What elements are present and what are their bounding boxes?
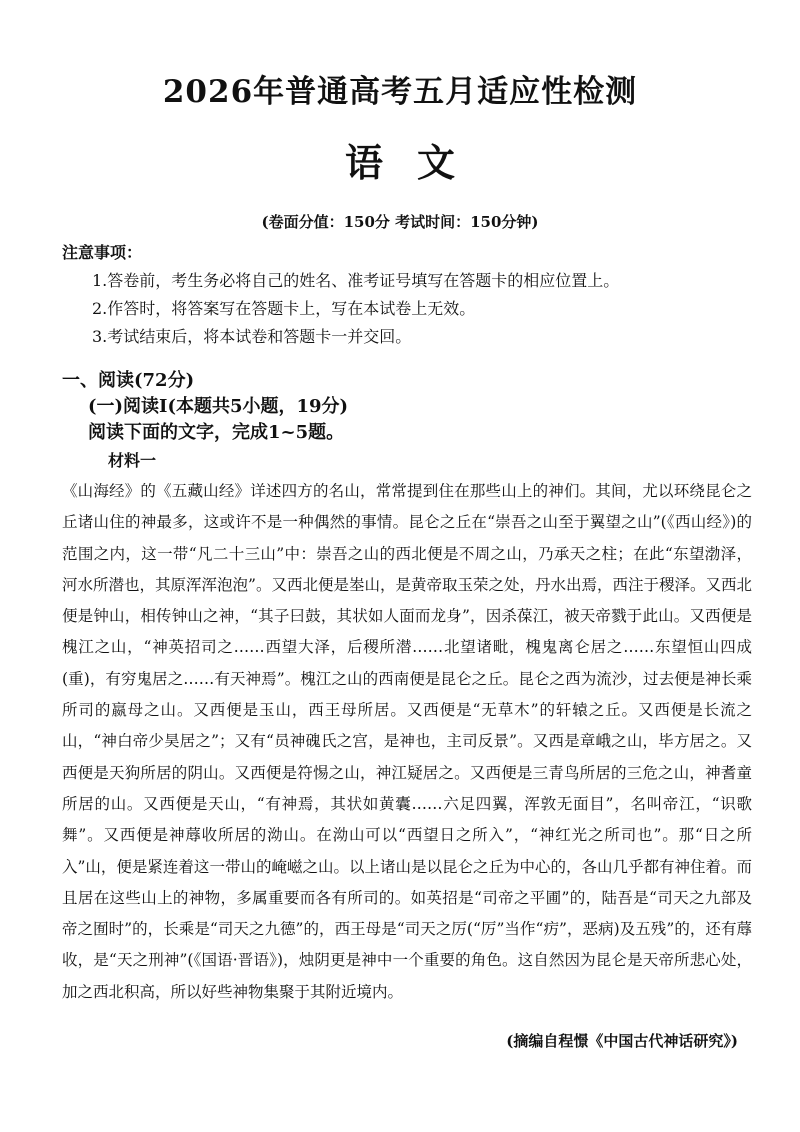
notice-item: 2.作答时，将答案写在答题卡上，写在本试卷上无效。 [92,299,476,318]
exam-title: 2026年普通高考五月适应性检测 [162,74,638,110]
passage-text: 《山海经》的《五藏山经》详述四方的名山，常常提到住在那些山上的神们。其间，尤以环绕昆仑之丘诸山住的神最多，这或许不是一种偶然的事情。昆仑之丘在“崇吾之山至于翼望之山”(《西山经》)的范围之内，这一带“凡二十三山”中：崇吾之山的西北便是不周之山，乃承天之柱；在此“东望渤泽，河水所潜也，其原浑浑泡泡”。又西北便是峚山，是黄帝取玉荣之处，丹水出焉，西注于稷泽。又西北便是钟山，相传钟山之神，“其子曰鼓，其状如人面而龙身”，因杀葆江，被天帝戮于此山。又西便是槐江之山，“神英招司之……西望大泽，后稷所潜……北望诸毗，槐鬼离仑居之……东望恒山四成(重)，有穷鬼居之……有天神焉”。槐江之山的西南便是昆仑之丘。昆仑之西为流沙，过去便是神长乘所司的嬴母之山。又西便是玉山，西王母所居。又西便是“无草木”的轩辕之丘。又西便是长流之山，“神白帝少昊居之”；又有“员神磈氏之宫，是神也，主司反景”。又西是章峨之山，毕方居之。又西便是天狗所居的阴山。又西便是符惕之山，神江疑居之。又西便是三青鸟所居的三危之山，神耆童所居的山。又西便是天山，“有神焉，其状如黄囊……六足四翼，浑敦无面目”，名叫帝江，“识歌舞”。又西便是神蓐收所居的泑山。在泑山可以“西望日之所入”，“神红光之所司也”。那“日之所入”山，便是紧连着这一带山的崦嵫之山。以上诸山是以昆仑之丘为中心的，各山几乎都有神住着。而且居在这些山上的神物，多属重要而各有所司的。如英招是“司帝之平圃”的，陆吾是“司天之九部及帝之囿时”的，长乘是“司天之九德”的，西王母是“司天之厉(“厉”当作“疠”，恶病)及五残”的，还有蓐收，是“天之刑神”(《国语·晋语》)，烛阴更是神中一个重要的角色。这自然因为昆仑是天帝所悲心处，加之西北积高，所以好些神物集聚于其附近境内。 [62,482,752,1001]
section-title: 一、阅读(72分) [62,370,195,391]
notice-title: 注意事项： [62,243,143,262]
notice-item: 1.答卷前，考生务必将自己的姓名、准考证号填写在答题卡的相应位置上。 [92,271,620,290]
subsection-title: (一)阅读Ⅰ(本题共5小题，19分) [88,396,349,417]
subject-title: 语文 [344,140,489,185]
instruction: 阅读下面的文字，完成1~5题。 [88,422,345,443]
exam-info: (卷面分值：150分 考试时间：150分钟) [261,213,539,231]
passage-source: (摘编自程憬《中国古代神话研究》) [506,1032,738,1050]
material-label: 材料一 [108,451,157,470]
notice-item: 3.考试结束后，将本试卷和答题卡一并交回。 [92,327,412,346]
